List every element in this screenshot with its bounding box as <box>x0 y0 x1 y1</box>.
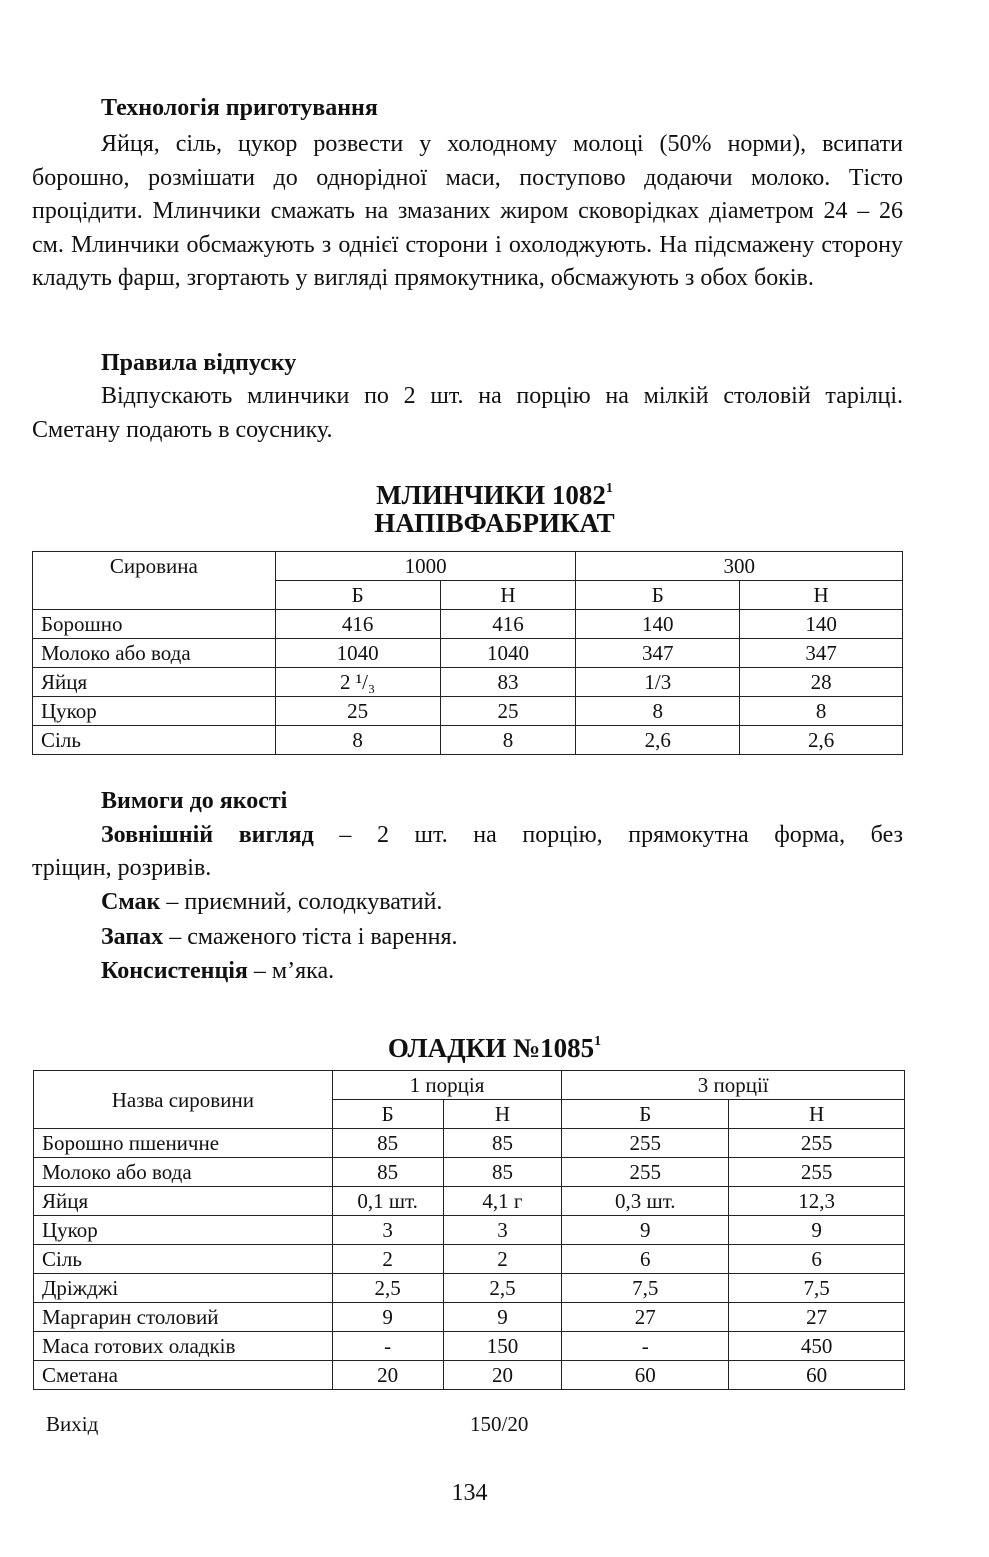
table-row <box>33 697 903 726</box>
table-row <box>33 610 903 639</box>
column-group-3-portions: 3 порції <box>562 1071 905 1100</box>
column-header-net: Н <box>443 1100 562 1129</box>
quality-smell <box>101 922 457 952</box>
quality-appearance-text: – 2 шт. на порцію, прямокутна форма, без <box>313 822 903 848</box>
quantity-cell: 347 <box>740 639 903 668</box>
recipe1-title-text: МЛИНЧИКИ 1082 <box>376 480 606 510</box>
quantity-cell: 25 <box>275 697 440 726</box>
quantity-cell: 85 <box>332 1129 443 1158</box>
quantity-cell: 255 <box>729 1129 905 1158</box>
column-group-1-portion: 1 порція <box>332 1071 562 1100</box>
quantity-cell: - <box>562 1332 729 1361</box>
quantity-cell: 85 <box>332 1158 443 1187</box>
column-group-1000: 1000 <box>275 552 576 581</box>
column-header-net: Н <box>740 581 903 610</box>
serve-heading: Правила відпуску <box>101 350 297 376</box>
quantity-cell: 6 <box>562 1245 729 1274</box>
ingredient-name: Сметана <box>34 1361 333 1390</box>
quantity-cell: - <box>332 1332 443 1361</box>
quantity-cell: 2,5 <box>443 1274 562 1303</box>
quality-heading: Вимоги до якості <box>101 788 288 814</box>
quantity-cell: 12,3 <box>729 1187 905 1216</box>
quantity-cell: 0,3 шт. <box>562 1187 729 1216</box>
yield-label: Вихід <box>46 1412 99 1436</box>
quantity-cell: 85 <box>443 1129 562 1158</box>
quantity-cell: 7,5 <box>729 1274 905 1303</box>
serve-text: Відпускають млинчики по 2 шт. на порцію на мілкій столовій тарілці. Сметану подають в соуснику. <box>32 383 903 443</box>
quality-consistency-label: Консистенція <box>101 958 248 984</box>
ingredient-name: Цукор <box>33 697 276 726</box>
quantity-cell: 2,5 <box>332 1274 443 1303</box>
quantity-cell: 83 <box>440 668 576 697</box>
ingredient-name: Сіль <box>33 726 276 755</box>
quantity-cell: 7,5 <box>562 1274 729 1303</box>
quantity-cell: 1/3 <box>576 668 740 697</box>
quantity-cell: 20 <box>332 1361 443 1390</box>
column-header-net: Н <box>729 1100 905 1129</box>
ingredient-name: Сіль <box>34 1245 333 1274</box>
table-row <box>34 1303 905 1332</box>
recipe2-title-text: ОЛАДКИ №1085 <box>387 1033 595 1063</box>
quantity-cell: 9 <box>332 1303 443 1332</box>
quality-consistency-text: – м’яка. <box>247 958 335 984</box>
page-number: 134 <box>451 1480 488 1506</box>
recipe1-table <box>32 551 903 755</box>
quantity-cell: 2,6 <box>576 726 740 755</box>
quantity-cell: 2 <box>443 1245 562 1274</box>
quantity-cell: 8 <box>576 697 740 726</box>
column-header-gross: Б <box>275 581 440 610</box>
ingredient-name: Молоко або вода <box>33 639 276 668</box>
table-row <box>34 1129 905 1158</box>
quantity-cell: 255 <box>562 1129 729 1158</box>
ingredient-name: Маса готових оладків <box>34 1332 333 1361</box>
quantity-cell: 8 <box>440 726 576 755</box>
table-row <box>33 726 903 755</box>
quantity-cell: 8 <box>740 697 903 726</box>
quantity-cell: 347 <box>576 639 740 668</box>
quantity-cell: 255 <box>562 1158 729 1187</box>
quantity-cell: 3 <box>332 1216 443 1245</box>
ingredient-name: Маргарин столовий <box>34 1303 333 1332</box>
quantity-cell: 27 <box>729 1303 905 1332</box>
table-row <box>34 1332 905 1361</box>
quality-appearance-continued: тріщин, розривів. <box>32 855 212 881</box>
quantity-cell: 4,1 г <box>443 1187 562 1216</box>
ingredient-name: Борошно пшеничне <box>34 1129 333 1158</box>
quantity-cell: 27 <box>562 1303 729 1332</box>
quality-smell-text: – смаженого тіста і варення. <box>163 924 458 950</box>
quality-taste-label: Смак <box>101 889 161 915</box>
quality-consistency <box>101 956 334 986</box>
column-group-300: 300 <box>576 552 903 581</box>
table-header-row <box>33 552 903 581</box>
table-header-row <box>34 1071 905 1100</box>
quality-appearance <box>101 820 903 850</box>
table-row <box>34 1361 905 1390</box>
recipe2-title <box>0 1024 989 1066</box>
quantity-cell: 140 <box>740 610 903 639</box>
column-header-name: Сировина <box>33 552 276 610</box>
quantity-cell: 140 <box>576 610 740 639</box>
column-header-gross: Б <box>332 1100 443 1129</box>
column-header-gross: Б <box>562 1100 729 1129</box>
recipe2-table <box>33 1070 905 1390</box>
quantity-cell: 60 <box>562 1361 729 1390</box>
column-header-net: Н <box>440 581 576 610</box>
quantity-cell: 85 <box>443 1158 562 1187</box>
quantity-cell: 0,1 шт. <box>332 1187 443 1216</box>
quality-smell-label: Запах <box>101 924 164 950</box>
quantity-cell: 150 <box>443 1332 562 1361</box>
table-row <box>33 668 903 697</box>
quantity-cell: 1040 <box>275 639 440 668</box>
quantity-cell: 9 <box>562 1216 729 1245</box>
recipe2-title-sup: 1 <box>594 1034 602 1049</box>
quality-taste <box>101 887 442 917</box>
table-row <box>33 639 903 668</box>
quantity-cell: 6 <box>729 1245 905 1274</box>
quantity-cell: 2 ¹/₃ <box>275 668 440 697</box>
table-row <box>34 1187 905 1216</box>
yield-value: 150/20 <box>470 1412 529 1436</box>
table-row <box>34 1245 905 1274</box>
tech-heading: Технологія приготування <box>101 95 378 121</box>
quantity-cell: 416 <box>440 610 576 639</box>
ingredient-name: Яйця <box>33 668 276 697</box>
quantity-cell: 450 <box>729 1332 905 1361</box>
quantity-cell: 60 <box>729 1361 905 1390</box>
quantity-cell: 28 <box>740 668 903 697</box>
recipe1-subtitle: НАПІВФАБРИКАТ <box>374 508 615 538</box>
column-header-gross: Б <box>576 581 740 610</box>
table-row <box>34 1274 905 1303</box>
quantity-cell: 255 <box>729 1158 905 1187</box>
table-row <box>34 1158 905 1187</box>
quantity-cell: 3 <box>443 1216 562 1245</box>
quantity-cell: 25 <box>440 697 576 726</box>
recipe1-title-sup: 1 <box>605 481 613 496</box>
ingredient-name: Яйця <box>34 1187 333 1216</box>
quantity-cell: 2 <box>332 1245 443 1274</box>
quality-taste-text: – приємний, солодкуватий. <box>160 889 443 915</box>
tech-text: Яйця, сіль, цукор розвести у холодному молоці (50% норми), всипати борошно, розмішати до однорідної маси, поступово додаючи молоко. Тісто процідити. Млинчики смажать на змазаних жиром сковорідках діаметром 24 – 26 см. Млинчики обсмажують з однієї сторони і охолоджують. На підсмажену сторону кладуть фарш, згортають у вигляді прямокутника, обсмажують з обох боків. <box>32 131 903 291</box>
column-header-name: Назва сировини <box>34 1071 333 1129</box>
quantity-cell: 8 <box>275 726 440 755</box>
ingredient-name: Борошно <box>33 610 276 639</box>
quantity-cell: 416 <box>275 610 440 639</box>
quantity-cell: 9 <box>729 1216 905 1245</box>
ingredient-name: Цукор <box>34 1216 333 1245</box>
quantity-cell: 1040 <box>440 639 576 668</box>
ingredient-name: Дріжджі <box>34 1274 333 1303</box>
ingredient-name: Молоко або вода <box>34 1158 333 1187</box>
quantity-cell: 2,6 <box>740 726 903 755</box>
table-row <box>34 1216 905 1245</box>
quantity-cell: 20 <box>443 1361 562 1390</box>
quantity-cell: 9 <box>443 1303 562 1332</box>
quality-appearance-label: Зовнішній вигляд <box>101 822 314 848</box>
